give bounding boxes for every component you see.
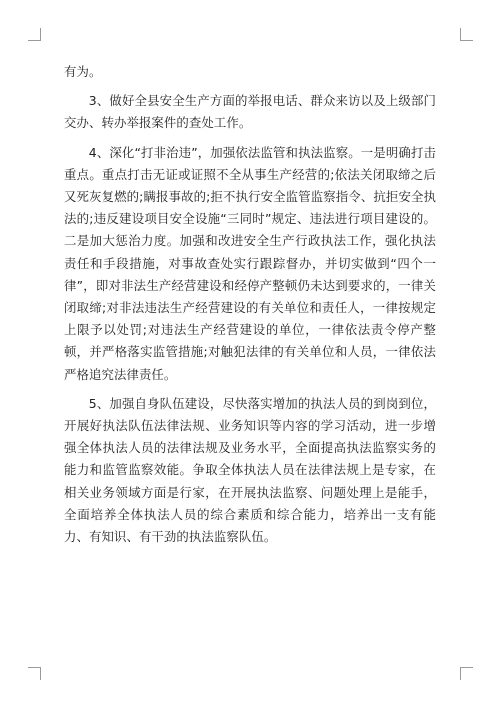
corner-mark-top-left <box>28 28 41 41</box>
document-body <box>64 61 436 555</box>
corner-mark-bottom-left <box>28 667 41 680</box>
paragraph-item-4: 4、深化“打非治违”，加强依法监管和执法监察。一是明确打击重点。重点打击无证或证照不全从事生产经营的;依法关闭取缔之后又死灰复燃的;瞒报事故的;拒不执行安全监管监察指令、抗拒安全执法的;违反建设项目安全设施“三同时”规定、违法进行项目建设的。二是加大惩治力度。加强和改进安全生产行政执法工作，强化执法责任和手段措施，对事故查处实行跟踪督办，并切实做到“四个一律”，即对非法生产经营建设和经停产整顿仍未达到要求的，一律关闭取缔;对非法违法生产经营建设的有关单位和责任人，一律按规定上限予以处罚;对违法生产经营建设的单位，一律依法责令停产整顿，并严格落实监管措施;对触犯法律的有关单位和人员，一律依法严格追究法律责任。 <box>64 144 436 382</box>
paragraph-item-5: 5、加强自身队伍建设，尽快落实增加的执法人员的到岗到位，开展好执法队伍法律法规、业务知识等内容的学习活动，进一步增强全体执法人员的法律法规及业务水平，全面提高执法监察实务的能力和监管监察效能。争取全体执法人员在法律法规上是专家，在相关业务领域方面是行家，在开展执法监察、问题处理上是能手，全面培养全体执法人员的综合素质和综合能力，培养出一支有能力、有知识、有干劲的执法监察队伍。 <box>64 395 436 545</box>
paragraph-continuation: 有为。 <box>64 64 102 79</box>
corner-mark-bottom-right <box>460 667 473 680</box>
corner-mark-top-right <box>460 28 473 41</box>
paragraph-item-3: 3、做好全县安全生产方面的举报电话、群众来访以及上级部门交办、转办举报案件的查处工作。 <box>64 93 436 131</box>
